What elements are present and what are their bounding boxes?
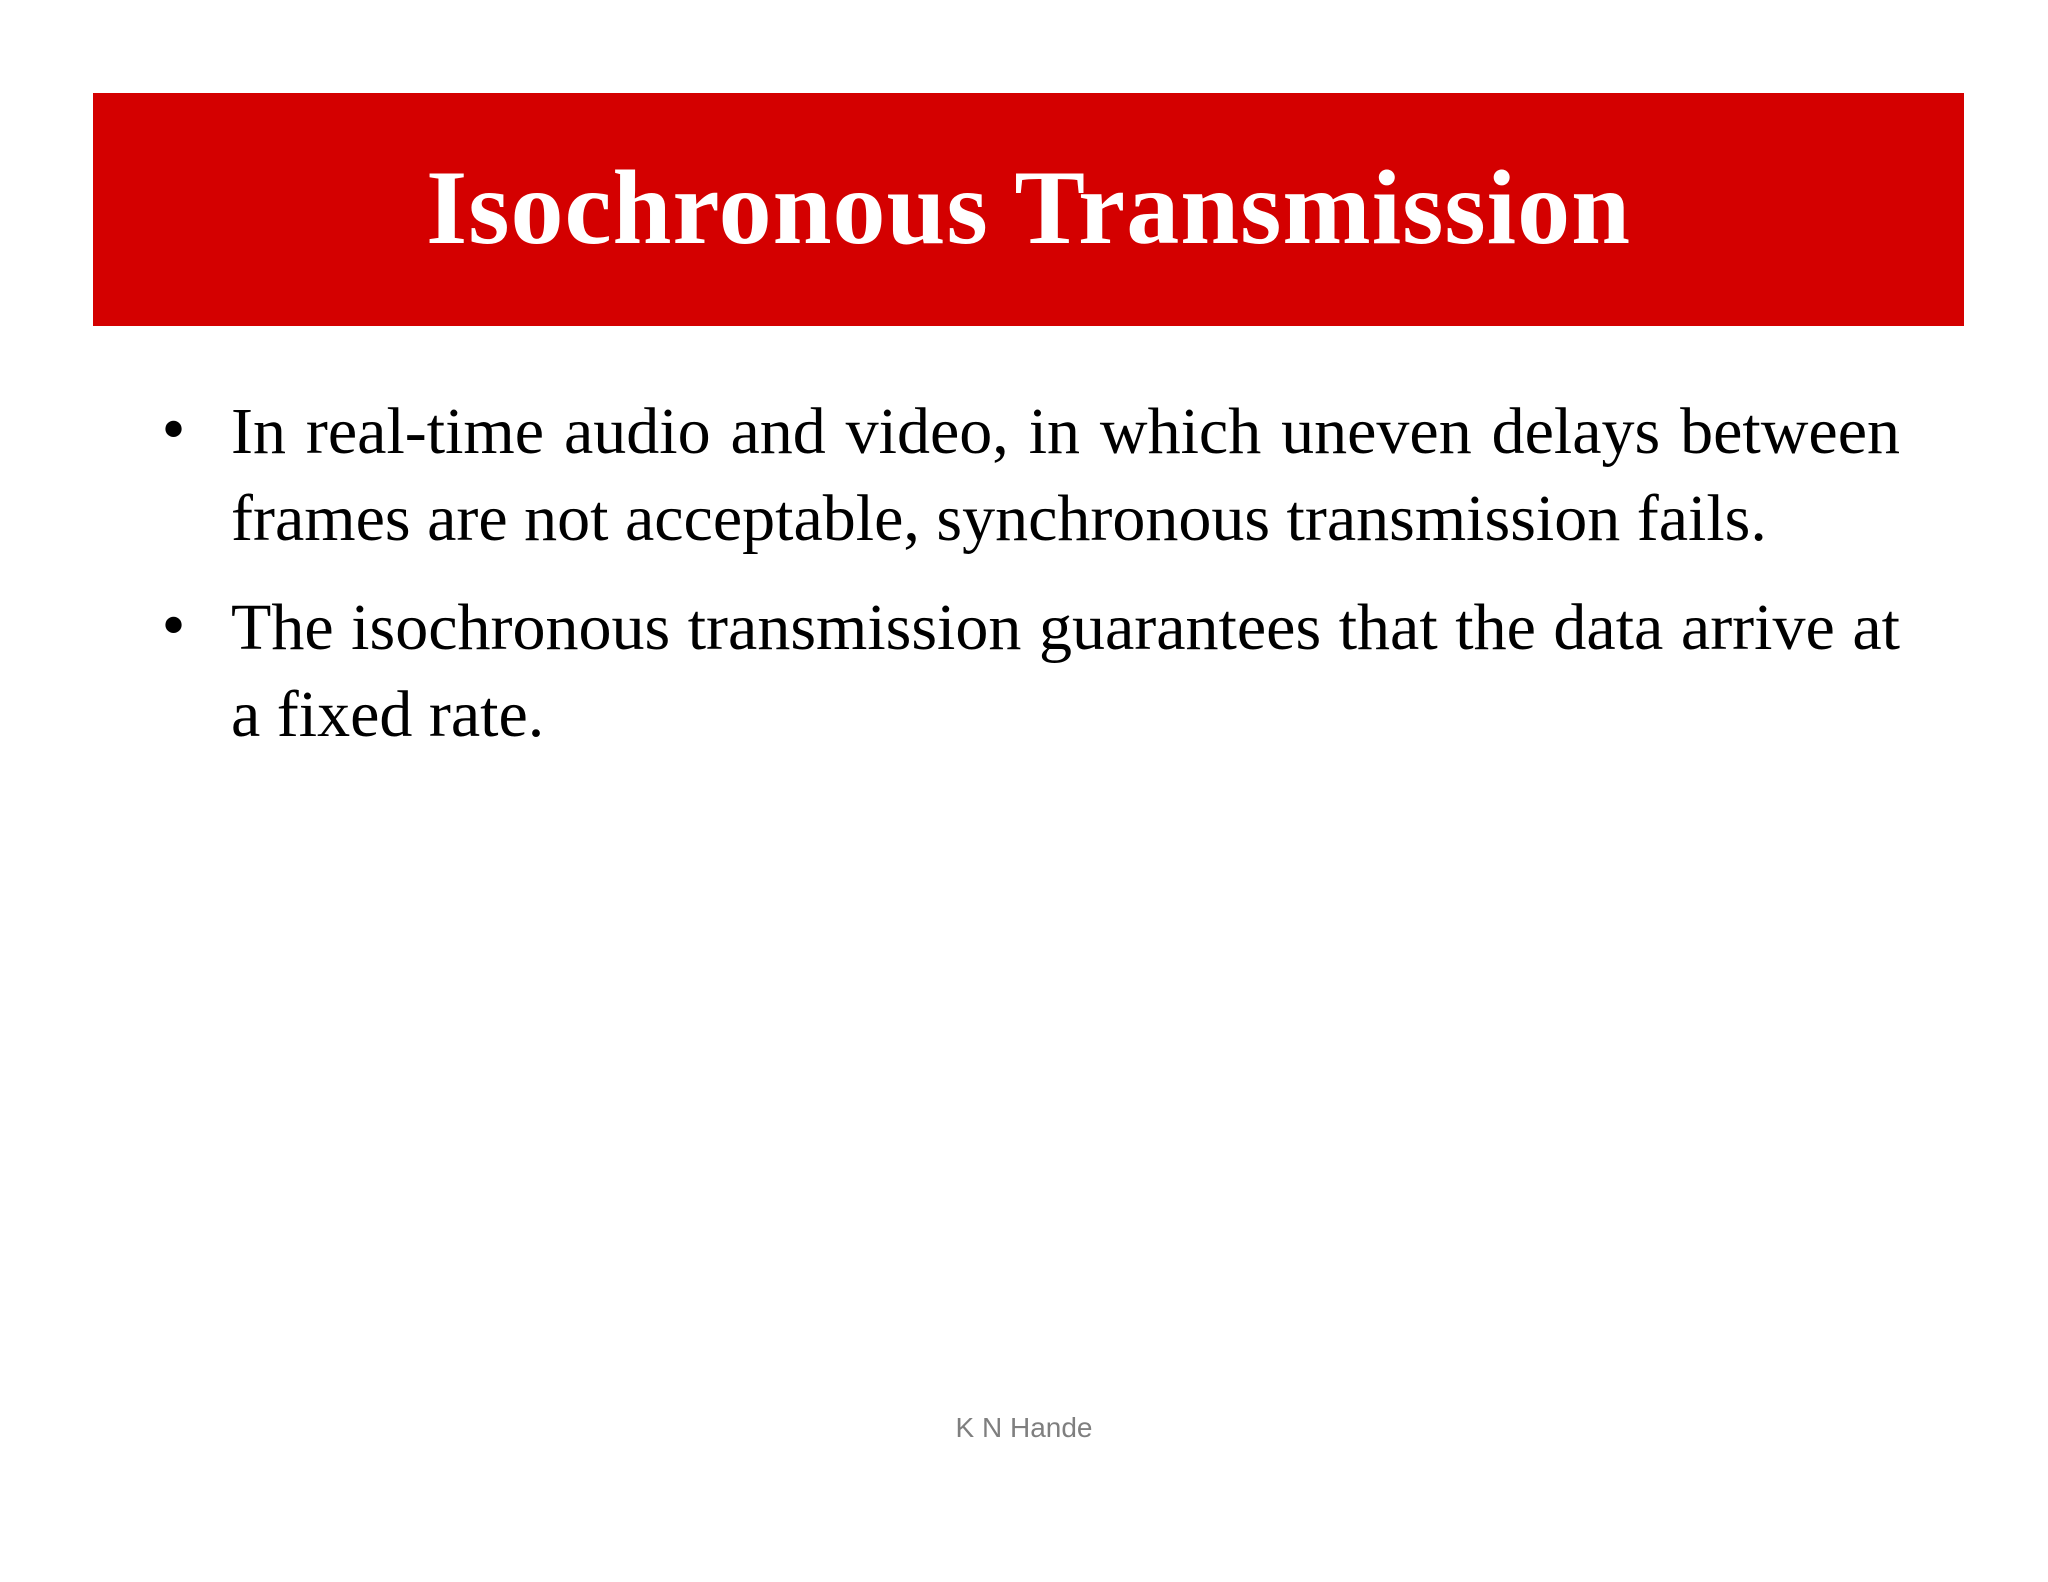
bullet-item bbox=[155, 584, 1900, 758]
bullet-marker: • bbox=[157, 595, 191, 660]
bullet-list bbox=[155, 388, 1900, 780]
bullet-marker: • bbox=[157, 399, 191, 464]
slide-title: Isochronous Transmission bbox=[425, 148, 1632, 266]
title-banner bbox=[93, 93, 1964, 326]
bullet-text: In real-time audio and video, in which uneven delays between frames are not acceptable, synchronous transmission fails. bbox=[231, 395, 1900, 555]
footer-author: K N Hande bbox=[955, 1412, 1093, 1443]
bullet-text: The isochronous transmission guarantees that the data arrive at a fixed rate. bbox=[231, 591, 1900, 751]
bullet-item bbox=[155, 388, 1900, 562]
